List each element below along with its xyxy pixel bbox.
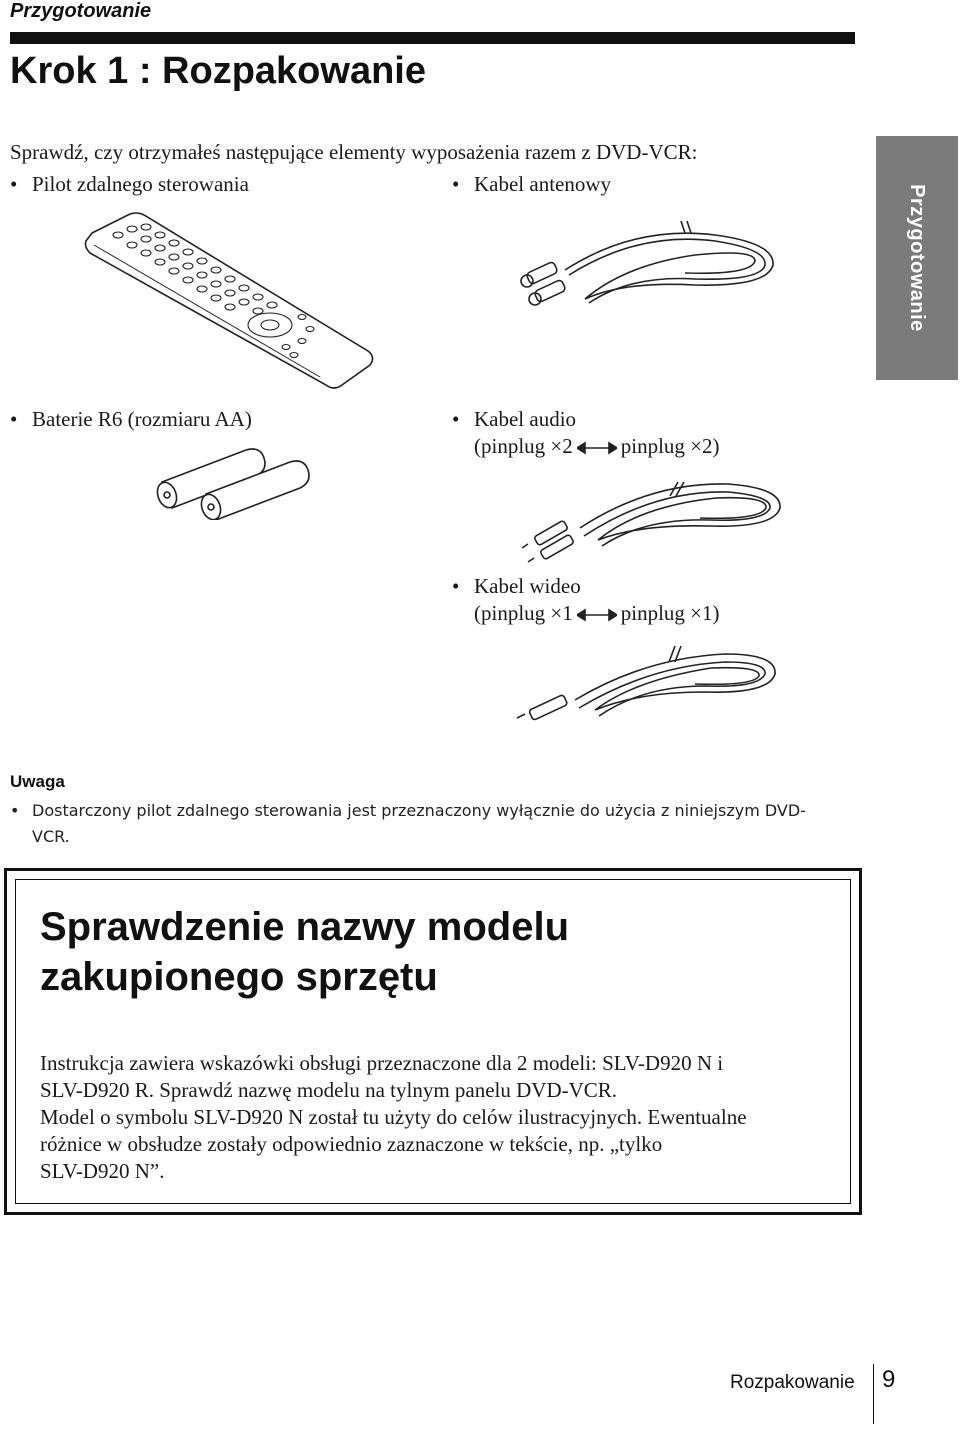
antenna-cable-icon: [515, 215, 785, 315]
model-info-box: [4, 868, 862, 1215]
note-line-1: Dostarczony pilot zdalnego sterowania jest przeznaczony wyłącznie do użycia z niniejszym DVD-: [32, 801, 806, 820]
item-remote-label: Pilot zdalnego sterowania: [32, 172, 249, 196]
model-box-title-line-1: Sprawdzenie nazwy modelu: [40, 905, 570, 949]
double-arrow-icon: [577, 608, 617, 622]
model-box-body-line: SLV-D920 R. Sprawdź nazwę modelu na tylnym panelu DVD-VCR.: [40, 1078, 618, 1102]
model-box-body-line: SLV-D920 N”.: [40, 1159, 165, 1183]
item-video-spec-left: (pinplug ×1: [474, 601, 573, 625]
item-video: [452, 573, 720, 627]
remote-control-icon: [80, 205, 380, 395]
item-video-spec-right: pinplug ×1): [620, 601, 720, 625]
item-audio-spec-left: (pinplug ×2: [474, 434, 573, 458]
intro-text: Sprawdź, czy otrzymałeś następujące elementy wyposażenia razem z DVD-VCR:: [10, 140, 698, 164]
item-video-spec: [452, 600, 720, 627]
page-title: Krok 1 : Rozpakowanie: [10, 50, 426, 92]
note-text: [10, 798, 860, 850]
model-box-title: [40, 902, 820, 1002]
item-antenna: [452, 171, 611, 198]
item-remote: [10, 171, 249, 198]
video-cable-icon: [515, 640, 785, 730]
item-audio: [452, 406, 720, 460]
section-header: Przygotowanie: [10, 0, 152, 22]
model-box-body: [40, 1050, 850, 1185]
side-tab-label: Przygotowanie: [906, 184, 929, 332]
model-box-body-line: różnice w obsłudze zostały odpowiednio zaznaczone w tekście, np. „tylko: [40, 1132, 663, 1156]
bullet: •: [452, 172, 460, 196]
bullet: •: [10, 801, 20, 820]
item-antenna-label: Kabel antenowy: [474, 172, 612, 196]
model-box-body-line: Model o symbolu SLV-D920 N został tu użyty do celów ilustracyjnych. Ewentualne: [40, 1105, 747, 1129]
double-arrow-icon: [577, 441, 617, 455]
bullet: •: [10, 407, 18, 431]
page-number: 9: [882, 1366, 896, 1393]
side-tab: [876, 136, 958, 380]
bullet: •: [452, 574, 460, 598]
item-video-label: Kabel wideo: [474, 574, 581, 598]
bullet: •: [452, 407, 460, 431]
header-rule: [10, 32, 855, 44]
footer-section-label: Rozpakowanie: [730, 1372, 855, 1393]
item-audio-label: Kabel audio: [474, 407, 577, 431]
batteries-icon: [150, 440, 310, 520]
model-info-box-inner: [15, 879, 851, 1204]
audio-cable-icon: [520, 470, 790, 570]
item-audio-spec: [452, 433, 720, 460]
footer-divider: [873, 1364, 874, 1424]
model-box-body-line: Instrukcja zawiera wskazówki obsługi przeznaczone dla 2 modeli: SLV-D920 N i: [40, 1051, 724, 1075]
item-batteries: [10, 406, 252, 433]
item-batteries-label: Baterie R6 (rozmiaru AA): [32, 407, 252, 431]
model-box-title-line-2: zakupionego sprzętu: [40, 955, 438, 999]
bullet: •: [10, 172, 18, 196]
item-audio-spec-right: pinplug ×2): [620, 434, 720, 458]
note-line-2: VCR.: [32, 827, 70, 846]
note-title: Uwaga: [10, 772, 65, 791]
